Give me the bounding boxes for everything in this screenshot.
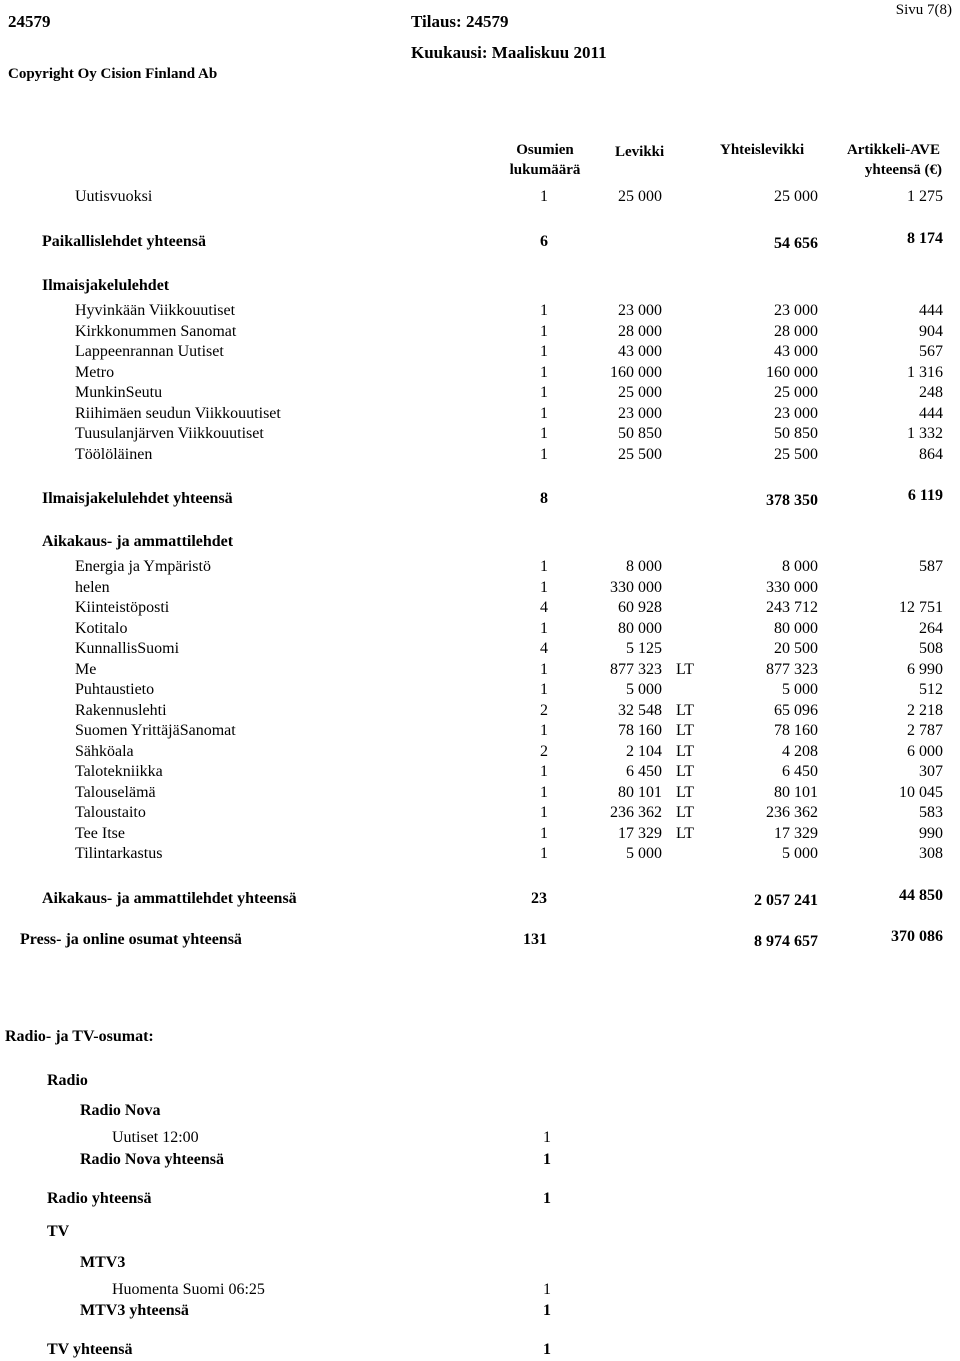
row-total-circulation: 65 096 xyxy=(774,701,818,719)
row-name: Talotekniikka xyxy=(75,763,163,780)
row-circulation: 25 000 xyxy=(618,384,662,401)
broadcast-heading: Radio- ja TV-osumat: xyxy=(5,1028,154,1045)
row-total-circulation: 50 850 xyxy=(774,425,818,442)
row-count: 1 xyxy=(540,681,548,698)
row-count: 1 xyxy=(540,722,548,739)
row-count: 1 xyxy=(540,404,548,422)
row-circulation: 160 000 xyxy=(610,363,662,381)
row-flag: LT xyxy=(676,660,695,678)
row-circulation: 330 000 xyxy=(610,578,662,596)
row-ave: 1 332 xyxy=(907,425,943,442)
row-name: Sähköala xyxy=(75,742,134,760)
row-circulation: 236 362 xyxy=(610,804,662,821)
row-ave: 1 316 xyxy=(907,363,943,381)
row-name: Hyvinkään Viikkouutiset xyxy=(75,302,236,319)
channel-total-count: 1 xyxy=(543,1302,551,1319)
col-total-circulation: Yhteislevikki xyxy=(720,142,805,158)
section-heading: Aikakaus- ja ammattilehdet xyxy=(42,533,234,550)
row-count: 1 xyxy=(540,804,548,821)
row-ave: 512 xyxy=(919,681,943,698)
row-total-circulation: 25 000 xyxy=(774,188,818,205)
row-circulation: 78 160 xyxy=(618,722,662,739)
row-circulation: 2 104 xyxy=(626,742,662,760)
col-circulation: Levikki xyxy=(615,144,665,160)
row-ave: 264 xyxy=(919,619,943,637)
col-count-line1: Osumien xyxy=(516,142,574,158)
section-total-circulation: 2 057 241 xyxy=(754,892,818,909)
row-ave: 2 218 xyxy=(907,701,943,719)
row-ave: 508 xyxy=(919,640,943,657)
section-total-ave: 8 174 xyxy=(907,230,943,247)
row-circulation: 877 323 xyxy=(610,660,662,678)
row-total-circulation: 243 712 xyxy=(766,599,818,616)
row-ave: 583 xyxy=(919,804,943,821)
page-number: Sivu 7(8) xyxy=(895,2,952,18)
row-name: Puhtaustieto xyxy=(75,681,155,698)
row-ave: 587 xyxy=(919,558,943,575)
row-ave: 10 045 xyxy=(899,783,943,801)
row-flag: LT xyxy=(676,701,695,719)
row-count: 1 xyxy=(540,188,548,205)
section-total-circulation: 8 974 657 xyxy=(754,933,818,950)
row-ave: 904 xyxy=(919,322,943,340)
row-total-circulation: 23 000 xyxy=(774,302,818,319)
section-total-label: Aikakaus- ja ammattilehdet yhteensä xyxy=(42,890,297,907)
row-circulation: 43 000 xyxy=(618,343,662,360)
row-total-circulation: 80 000 xyxy=(774,619,818,637)
row-total-circulation: 236 362 xyxy=(766,804,818,821)
col-count-line2: lukumäärä xyxy=(509,162,581,178)
row-ave: 567 xyxy=(919,343,943,360)
row-name: Kirkkonummen Sanomat xyxy=(75,322,237,340)
row-ave: 444 xyxy=(919,302,943,319)
row-ave: 990 xyxy=(919,824,943,842)
section-total-circulation: 378 350 xyxy=(766,492,818,509)
row-flag: LT xyxy=(676,742,695,760)
order-number: Tilaus: 24579 xyxy=(411,12,509,31)
row-count: 4 xyxy=(540,640,548,657)
row-name: Kotitalo xyxy=(75,619,128,637)
row-count: 1 xyxy=(540,824,548,842)
row-name: Riihimäen seudun Viikkouutiset xyxy=(75,404,281,422)
program-name: Uutiset 12:00 xyxy=(112,1129,199,1146)
row-circulation: 60 928 xyxy=(618,599,662,616)
row-total-circulation: 5 000 xyxy=(782,681,818,698)
row-circulation: 5 000 xyxy=(626,681,662,698)
row-circulation: 25 500 xyxy=(618,445,662,463)
row-total-circulation: 877 323 xyxy=(766,660,818,678)
row-circulation: 5 125 xyxy=(626,640,662,657)
section-total-label: Ilmaisjakelulehdet yhteensä xyxy=(42,490,233,507)
row-circulation: 6 450 xyxy=(626,763,662,780)
row-circulation: 8 000 xyxy=(626,558,662,575)
row-ave: 6 000 xyxy=(907,742,943,760)
section-total-circulation: 54 656 xyxy=(774,235,818,252)
row-circulation: 25 000 xyxy=(618,188,662,205)
section-total-ave: 370 086 xyxy=(891,928,943,945)
channel-total-count: 1 xyxy=(543,1151,551,1168)
row-name: Tuusulanjärven Viikkouutiset xyxy=(75,425,264,442)
row-total-circulation: 330 000 xyxy=(766,578,818,596)
row-name: Taloustaito xyxy=(75,804,146,821)
section-total-count: 23 xyxy=(531,890,547,907)
report-month: Kuukausi: Maaliskuu 2011 xyxy=(411,43,607,62)
row-name: Kiinteistöposti xyxy=(75,599,170,616)
radio-total-count: 1 xyxy=(543,1190,551,1207)
row-flag: LT xyxy=(676,824,695,842)
row-circulation: 28 000 xyxy=(618,322,662,340)
section-total-label: Paikallislehdet yhteensä xyxy=(42,233,207,250)
channel-heading: Radio Nova xyxy=(80,1102,161,1119)
row-flag: LT xyxy=(676,722,695,739)
report-id: 24579 xyxy=(8,12,51,31)
row-ave: 444 xyxy=(919,404,943,422)
row-count: 1 xyxy=(540,845,548,862)
row-count: 1 xyxy=(540,302,548,319)
tv-total-count: 1 xyxy=(543,1341,551,1358)
row-count: 2 xyxy=(540,742,548,760)
channel-heading: MTV3 xyxy=(80,1254,126,1271)
row-total-circulation: 25 000 xyxy=(774,384,818,401)
channel-total-label: Radio Nova yhteensä xyxy=(80,1151,225,1168)
row-total-circulation: 78 160 xyxy=(774,722,818,739)
row-circulation: 23 000 xyxy=(618,404,662,422)
row-total-circulation: 80 101 xyxy=(774,783,818,801)
section-total-label: Press- ja online osumat yhteensä xyxy=(20,931,242,948)
section-total-count: 6 xyxy=(540,233,548,250)
row-count: 1 xyxy=(540,558,548,575)
radio-heading: Radio xyxy=(47,1072,88,1089)
row-circulation: 50 850 xyxy=(618,425,662,442)
row-count: 1 xyxy=(540,783,548,801)
row-ave: 307 xyxy=(919,763,943,780)
row-total-circulation: 5 000 xyxy=(782,845,818,862)
channel-total-label: MTV3 yhteensä xyxy=(80,1302,189,1319)
col-ave-line1: Artikkeli-AVE xyxy=(846,142,940,158)
section-total-ave: 6 119 xyxy=(907,487,943,504)
row-flag: LT xyxy=(676,763,695,780)
row-total-circulation: 20 500 xyxy=(774,640,818,657)
row-circulation: 80 000 xyxy=(618,619,662,637)
row-name: KunnallisSuomi xyxy=(75,640,180,657)
row-total-circulation: 8 000 xyxy=(782,558,818,575)
row-ave: 2 787 xyxy=(907,722,943,739)
row-ave: 1 275 xyxy=(907,188,943,205)
row-count: 1 xyxy=(540,384,548,401)
row-circulation: 23 000 xyxy=(618,302,662,319)
row-name: Metro xyxy=(75,363,115,381)
row-name: Tee Itse xyxy=(75,824,125,842)
row-total-circulation: 4 208 xyxy=(782,742,818,760)
row-name: Lappeenrannan Uutiset xyxy=(75,343,224,360)
row-name: Töölöläinen xyxy=(75,445,153,463)
row-total-circulation: 6 450 xyxy=(782,763,818,780)
row-total-circulation: 25 500 xyxy=(774,445,818,463)
row-circulation: 80 101 xyxy=(618,783,662,801)
program-count: 1 xyxy=(543,1281,551,1298)
row-count: 1 xyxy=(540,660,548,678)
row-count: 1 xyxy=(540,343,548,360)
row-name: Rakennuslehti xyxy=(75,701,167,719)
row-count: 1 xyxy=(540,445,548,463)
row-count: 1 xyxy=(540,363,548,381)
tv-heading: TV xyxy=(47,1223,70,1240)
row-flag: LT xyxy=(676,783,695,801)
row-ave: 6 990 xyxy=(907,660,943,678)
row-name: Talouselämä xyxy=(75,783,156,801)
row-circulation: 32 548 xyxy=(618,701,662,719)
row-name: Uutisvuoksi xyxy=(75,188,153,205)
section-heading: Ilmaisjakelulehdet xyxy=(42,277,170,294)
row-name: Tilintarkastus xyxy=(75,845,163,862)
row-count: 1 xyxy=(540,425,548,442)
row-ave: 12 751 xyxy=(899,599,943,616)
row-total-circulation: 43 000 xyxy=(774,343,818,360)
row-name: helen xyxy=(75,578,110,596)
row-circulation: 17 329 xyxy=(618,824,662,842)
row-total-circulation: 160 000 xyxy=(766,363,818,381)
col-ave-line2: yhteensä (€) xyxy=(864,162,942,178)
section-total-ave: 44 850 xyxy=(899,887,943,904)
row-count: 1 xyxy=(540,619,548,637)
row-name: Me xyxy=(75,660,97,678)
row-count: 1 xyxy=(540,578,548,596)
row-count: 1 xyxy=(540,763,548,780)
row-count: 1 xyxy=(540,322,548,340)
row-name: Energia ja Ympäristö xyxy=(75,558,211,575)
tv-total-label: TV yhteensä xyxy=(47,1341,133,1358)
radio-total-label: Radio yhteensä xyxy=(47,1190,152,1207)
row-ave: 308 xyxy=(919,845,943,862)
copyright: Copyright Oy Cision Finland Ab xyxy=(8,66,218,82)
row-total-circulation: 23 000 xyxy=(774,404,818,422)
section-total-count: 131 xyxy=(523,931,547,948)
row-flag: LT xyxy=(676,804,695,821)
program-count: 1 xyxy=(543,1129,551,1146)
row-total-circulation: 17 329 xyxy=(774,824,818,842)
row-count: 4 xyxy=(540,599,548,616)
row-circulation: 5 000 xyxy=(626,845,662,862)
row-ave: 864 xyxy=(919,445,943,463)
section-total-count: 8 xyxy=(540,490,548,507)
row-total-circulation: 28 000 xyxy=(774,322,818,340)
program-name: Huomenta Suomi 06:25 xyxy=(112,1281,265,1298)
row-ave: 248 xyxy=(919,384,943,401)
row-count: 2 xyxy=(540,701,548,719)
row-name: MunkinSeutu xyxy=(75,384,163,401)
row-name: Suomen YrittäjäSanomat xyxy=(75,722,236,739)
